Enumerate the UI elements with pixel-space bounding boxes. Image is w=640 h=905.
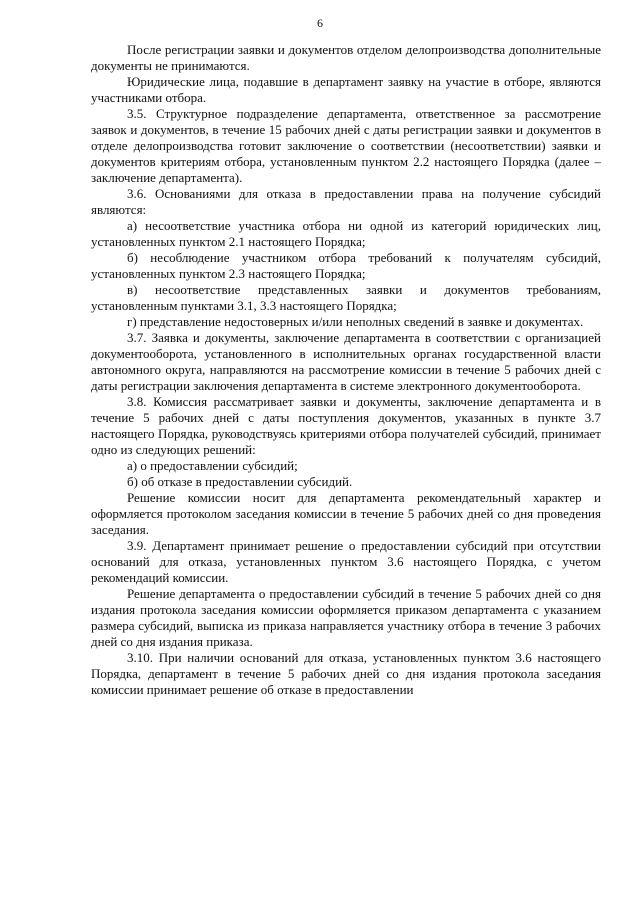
- list-item-3-6-b: б) несоблюдение участником отбора требований к получателям субсидий, установленных пунктом 2.3 настоящего Порядка;: [91, 250, 601, 281]
- paragraph-3-10: 3.10. При наличии оснований для отказа, установленных пунктом 3.6 настоящего Порядка, департамент в течение 5 рабочих дней со дня издания протокола заседания комиссии принимает решение об отказе в предоставлении: [91, 650, 601, 697]
- paragraph-commission-decision: Решение комиссии носит для департамента рекомендательный характер и оформляется протоколом заседания комиссии в течение 5 рабочих дней со дня проведения заседания.: [91, 490, 601, 537]
- paragraph-registration-note: После регистрации заявки и документов отделом делопроизводства дополнительные документы не принимаются.: [91, 42, 601, 73]
- paragraph-3-7: 3.7. Заявка и документы, заключение департамента в соответствии с организацией документооборота, установленного в исполнительных органах государственной власти автономного округа, направляются на рассмотрение комиссии в течение 5 рабочих дней с даты регистрации заключения департамента в системе электронного документооборота.: [91, 330, 601, 393]
- page-number: 6: [317, 16, 323, 30]
- list-item-3-6-a: а) несоответствие участника отбора ни одной из категорий юридических лиц, установленных пунктом 2.1 настоящего Порядка;: [91, 218, 601, 249]
- paragraph-department-decision: Решение департамента о предоставлении субсидий в течение 5 рабочих дней со дня издания протокола заседания комиссии оформляется приказом департамента с указанием размера субсидий, выписка из приказа направляется участнику отбора в течение 3 рабочих дней со дня издания приказа.: [91, 586, 601, 649]
- paragraph-3-5: 3.5. Структурное подразделение департамента, ответственное за рассмотрение заявок и документов, в течение 15 рабочих дней с даты регистрации заявки и документов в отделе делопроизводства готовит заключение о соответствии (несоответствии) заявки и документов критериям отбора, установленным пунктом 2.2 настоящего Порядка (далее – заключение департамента).: [91, 106, 601, 185]
- paragraph-3-6: 3.6. Основаниями для отказа в предоставлении права на получение субсидий являются:: [91, 186, 601, 217]
- paragraph-3-9: 3.9. Департамент принимает решение о предоставлении субсидий при отсутствии оснований для отказа, установленных пунктом 3.6 настоящего Порядка, с учетом рекомендаций комиссии.: [91, 538, 601, 585]
- document-body: [91, 42, 601, 698]
- paragraph-3-8: 3.8. Комиссия рассматривает заявки и документы, заключение департамента и в течение 5 рабочих дней с даты поступления документов, указанных в пункте 3.7 настоящего Порядка, руководствуясь критериями отбора получателей субсидий, принимает одно из следующих решений:: [91, 394, 601, 457]
- list-item-3-8-b: б) об отказе в предоставлении субсидий.: [127, 474, 353, 489]
- list-item-3-8-a: а) о предоставлении субсидий;: [127, 458, 298, 473]
- list-item-3-6-g: г) представление недостоверных и/или неполных сведений в заявке и документах.: [127, 314, 584, 329]
- paragraph-participants: Юридические лица, подавшие в департамент заявку на участие в отборе, являются участниками отбора.: [91, 74, 601, 105]
- list-item-3-6-v: в) несоответствие представленных заявки и документов требованиям, установленным пунктами 3.1, 3.3 настоящего Порядка;: [91, 282, 601, 313]
